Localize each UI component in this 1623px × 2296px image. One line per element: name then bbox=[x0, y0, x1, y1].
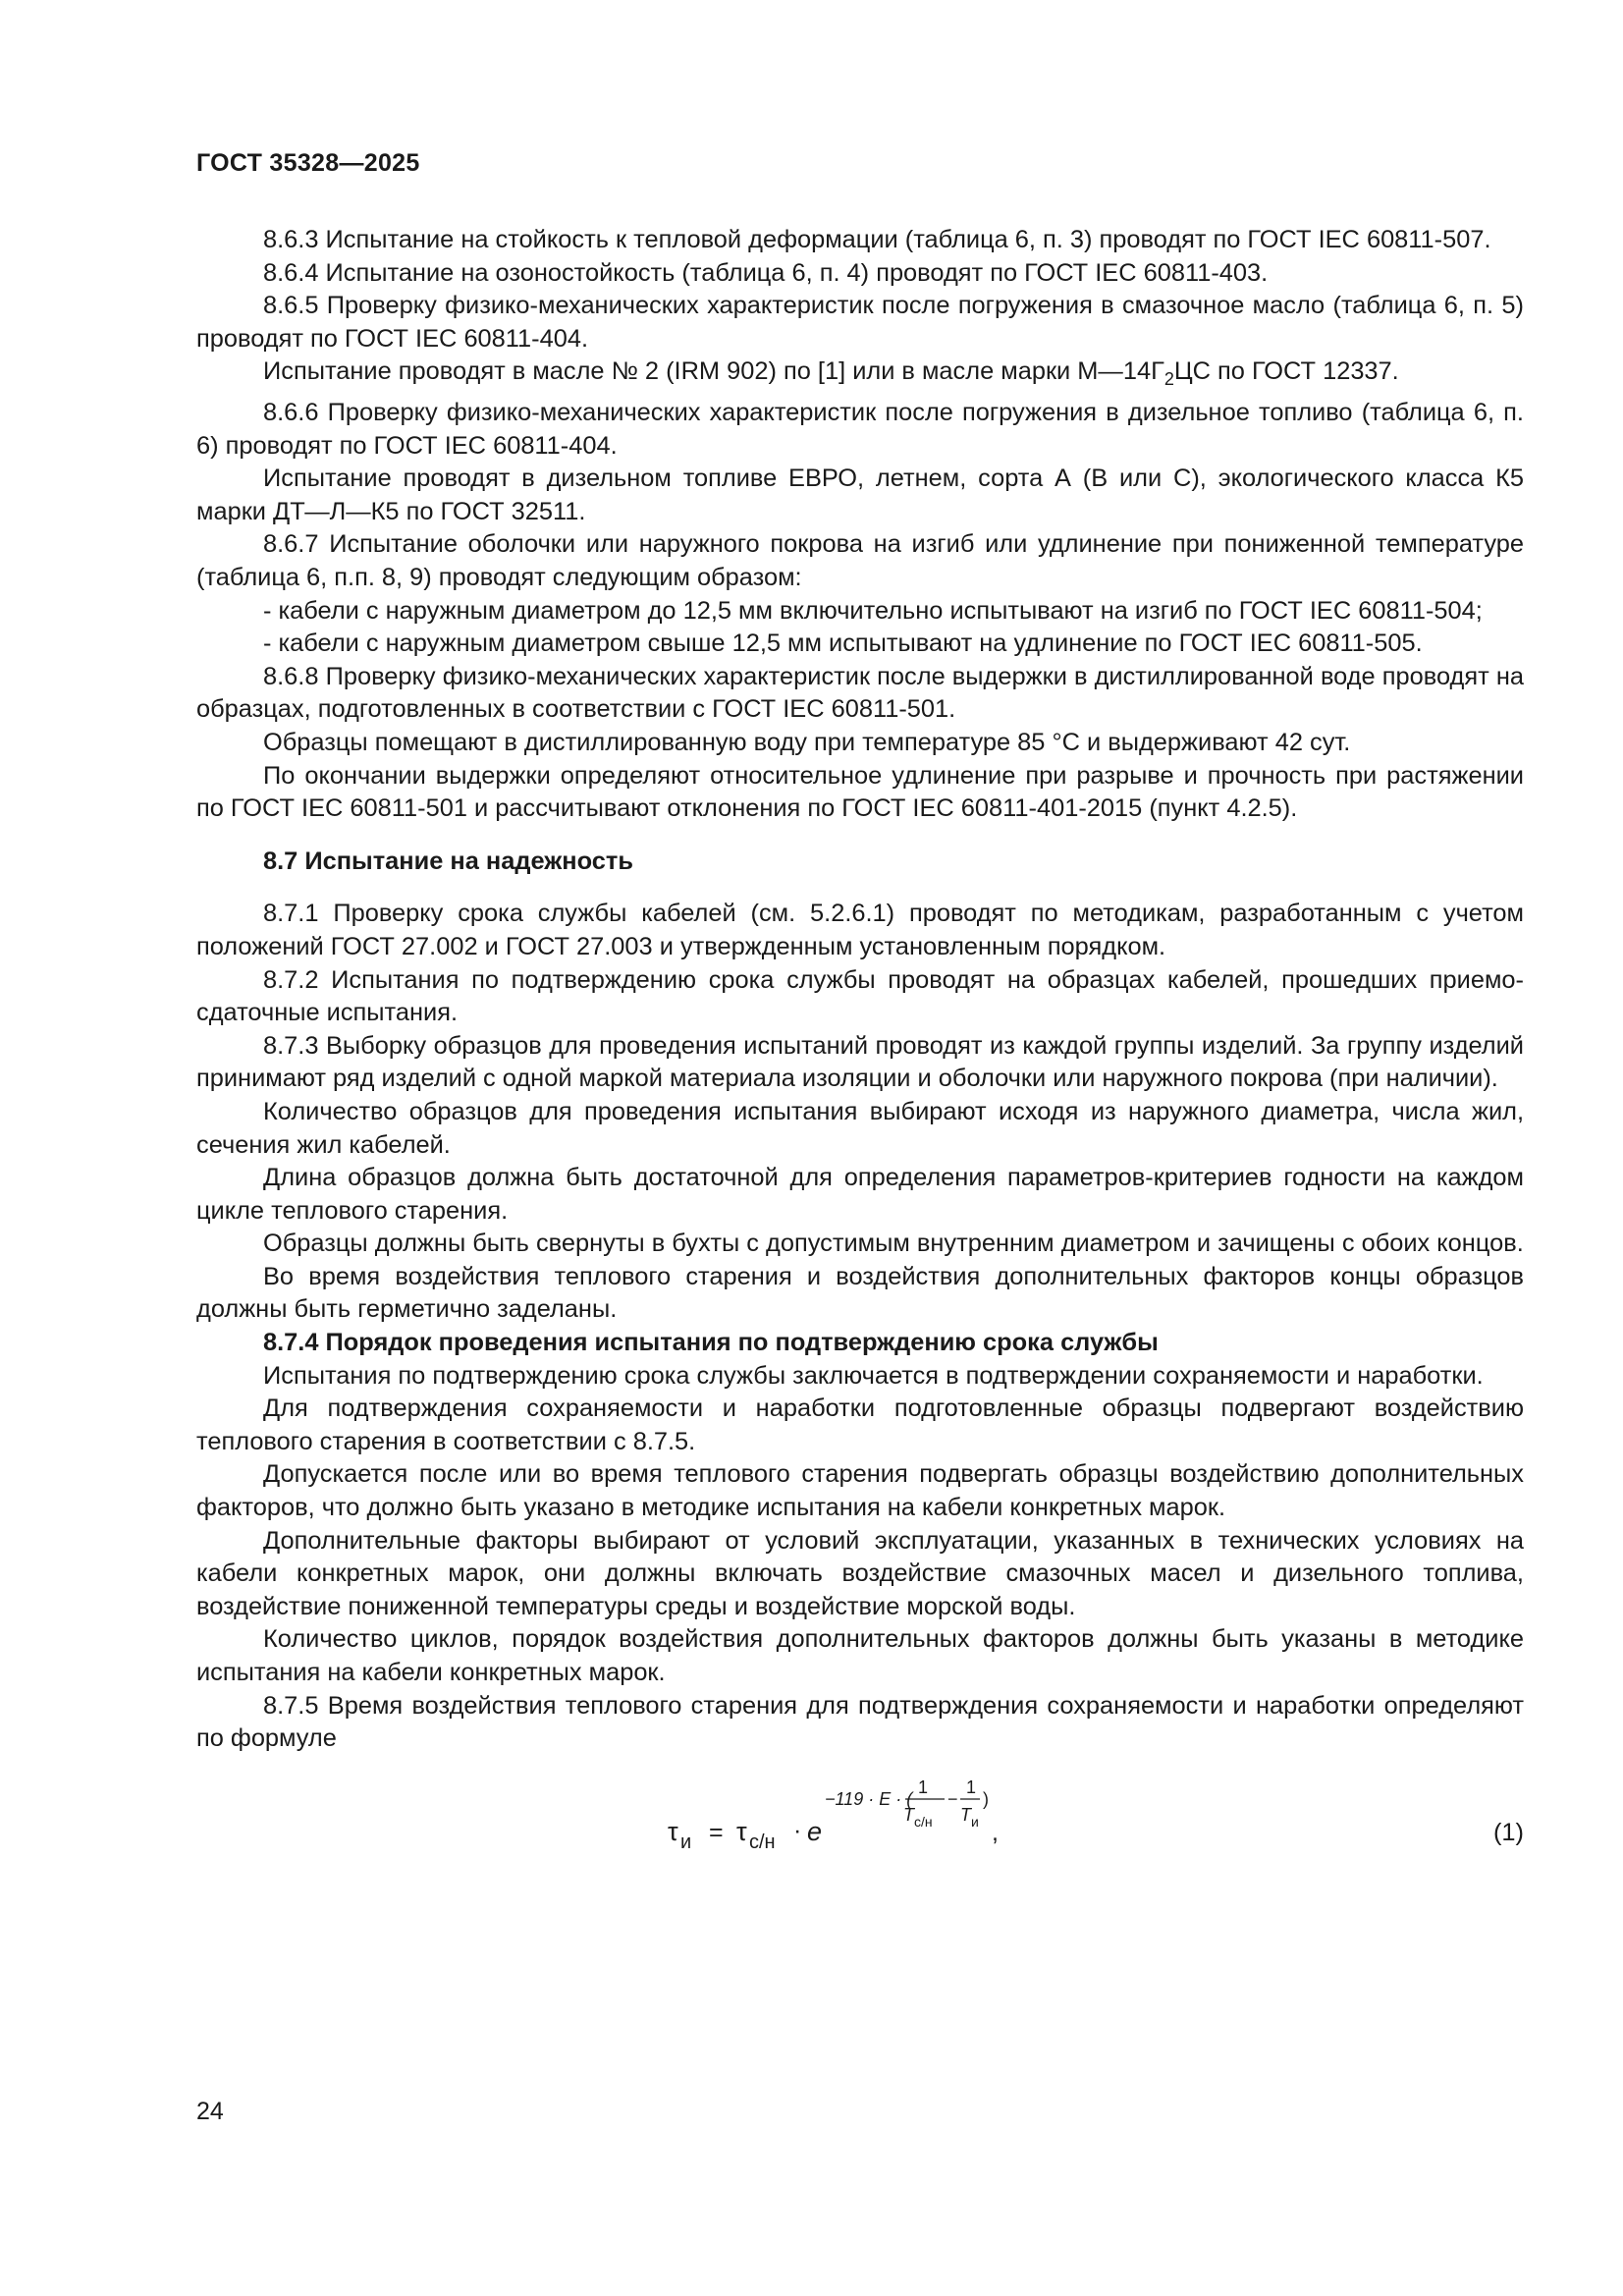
formula-frac1-num: 1 bbox=[918, 1777, 929, 1797]
paragraph-8-7-5: 8.7.5 Время воздействия теплового старения для подтверждения сохраняемости и наработки определяют по формуле bbox=[196, 1691, 1524, 1753]
formula-lhs: τ bbox=[668, 1816, 678, 1846]
document-body bbox=[196, 224, 1524, 1874]
formula-close-paren: ) bbox=[983, 1788, 989, 1809]
paragraph-cycle-count: Количество циклов, порядок воздействия дополнительных факторов должны быть указаны в методике испытания на кабели конкретных марок. bbox=[196, 1625, 1524, 1687]
paragraph-8-6-7: 8.6.7 Испытание оболочки или наружного покрова на изгиб или удлинение при пониженной температуре (таблица 6, п.п. 8, 9) проводят следующим образом: bbox=[196, 530, 1524, 592]
formula-frac2-num: 1 bbox=[966, 1777, 977, 1797]
paragraph-water-immersion: Образцы помещают в дистиллированную воду при температуре 85 °С и выдерживают 42 сут. bbox=[263, 728, 1351, 756]
paragraph-sample-count: Количество образцов для проведения испытания выбирают исходя из наружного диаметра, числа жил, сечения жил кабелей. bbox=[196, 1097, 1524, 1159]
oil-test-text: Испытание проводят в масле № 2 (IRM 902) по [1] или в масле марки М—14Г bbox=[263, 357, 1164, 386]
paragraph-diesel-test: Испытание проводят в дизельном топливе ЕВРО, летнем, сорта А (В или С), экологического класса К5 марки ДТ—Л—К5 по ГОСТ 32511. bbox=[196, 465, 1524, 525]
formula-frac2-den: T bbox=[960, 1804, 971, 1825]
formula-row bbox=[196, 1766, 1524, 1874]
paragraph-sample-sealing: Во время воздействия теплового старения и воздействия дополнительных факторов концы образцов должны быть герметично заделаны. bbox=[196, 1262, 1524, 1324]
page-number: 24 bbox=[196, 2098, 224, 2125]
paragraph-8-7-3: 8.7.3 Выборку образцов для проведения испытаний проводят из каждой группы изделий. За группу изделий принимают ряд изделий с одной маркой материала изоляции и оболочки или наружного покрова (при наличии). bbox=[196, 1031, 1524, 1093]
paragraph-8-6-4: 8.6.4 Испытание на озоностойкость (таблица 6, п. 4) проводят по ГОСТ IEC 60811-403. bbox=[263, 258, 1269, 287]
formula-exp-prefix: −119 · E · ( bbox=[825, 1788, 913, 1809]
paragraph-8-6-8: 8.6.8 Проверку физико-механических характеристик после выдержки в дистиллированной воде проводят на образцах, подготовленных в соответствии с ГОСТ IEC 60811-501. bbox=[196, 662, 1524, 724]
formula-tau-sub: с/н bbox=[749, 1831, 776, 1853]
document-header: ГОСТ 35328—2025 bbox=[196, 149, 420, 177]
formula-dot: · bbox=[793, 1816, 802, 1844]
formula-tau: τ bbox=[736, 1816, 747, 1846]
subsection-heading-8-7-4: 8.7.4 Порядок проведения испытания по подтверждению срока службы bbox=[263, 1329, 1159, 1357]
paragraph-8-6-3: 8.6.3 Испытание на стойкость к тепловой деформации (таблица 6, п. 3) проводят по ГОСТ IEC 60811-507. bbox=[263, 226, 1491, 253]
formula-equals: = bbox=[709, 1818, 724, 1846]
formula-frac1-den-sub: с/н bbox=[914, 1813, 933, 1830]
paragraph-oil-test bbox=[196, 355, 1524, 397]
paragraph-lifetime-confirmation: Испытания по подтверждению срока службы заключается в подтверждении сохраняемости и наработки. bbox=[263, 1361, 1484, 1390]
paragraph-8-7-2: 8.7.2 Испытания по подтверждению срока службы проводят на образцах кабелей, прошедших приемо-сдаточные испытания. bbox=[196, 965, 1524, 1027]
formula-e: e bbox=[807, 1816, 823, 1846]
paragraph-sample-coils: Образцы должны быть свернуты в бухты с допустимым внутренним диаметром и зачищены с обоих концов. bbox=[263, 1230, 1524, 1258]
paragraph-additional-factors: Допускается после или во время теплового старения подвергать образцы воздействию дополнительных факторов, что должно быть указано в методике испытания на кабели конкретных марок. bbox=[196, 1460, 1524, 1522]
list-item-bend: - кабели с наружным диаметром до 12,5 мм включительно испытывают на изгиб по ГОСТ IEC 60811-504; bbox=[263, 596, 1483, 625]
oil-grade-subscript: 2 bbox=[1163, 369, 1174, 390]
formula-comma: , bbox=[992, 1818, 999, 1846]
formula-1 bbox=[668, 1766, 1257, 1874]
oil-test-text-end: ЦС по ГОСТ 12337. bbox=[1173, 357, 1399, 386]
formula-minus: − bbox=[947, 1788, 958, 1809]
formula-lhs-sub: и bbox=[680, 1831, 692, 1853]
formula-number: (1) bbox=[1492, 1818, 1524, 1846]
paragraph-8-6-6: 8.6.6 Проверку физико-механических характеристик после погружения в дизельное топливо (таблица 6, п. 6) проводят по ГОСТ IEC 60811-404. bbox=[196, 399, 1524, 460]
paragraph-8-7-1: 8.7.1 Проверку срока службы кабелей (см. 5.2.6.1) проводят по методикам, разработанным с учетом положений ГОСТ 27.002 и ГОСТ 27.003 и утвержденным установленным порядком. bbox=[196, 900, 1524, 960]
formula-frac1-den: T bbox=[903, 1804, 914, 1825]
paragraph-8-6-5: 8.6.5 Проверку физико-механических характеристик после погружения в смазочное масло (таблица 6, п. 5) проводят по ГОСТ IEC 60811-404. bbox=[196, 292, 1524, 353]
formula-frac2-den-sub: и bbox=[971, 1813, 979, 1830]
paragraph-thermal-aging: Для подтверждения сохраняемости и наработки подготовленные образцы подвергают воздействию теплового старения в соответствии с 8.7.5. bbox=[196, 1394, 1524, 1455]
paragraph-factor-selection: Дополнительные факторы выбирают от условий эксплуатации, указанных в технических условиях на кабели конкретных марок, они должны включать воздействие смазочных масел и дизельного топлива, воздействие пониженной температуры среды и воздействие морской воды. bbox=[196, 1526, 1524, 1620]
paragraph-after-immersion: По окончании выдержки определяют относительное удлинение при разрыве и прочность при растяжении по ГОСТ IEC 60811-501 и рассчитывают отклонения по ГОСТ IEC 60811-401-2015 (пункт 4.2.5). bbox=[196, 761, 1524, 823]
list-item-elongation: - кабели с наружным диаметром свыше 12,5 мм испытывают на удлинение по ГОСТ IEC 60811-505. bbox=[263, 629, 1423, 658]
section-heading-8-7: 8.7 Испытание на надежность bbox=[263, 847, 633, 875]
paragraph-sample-length: Длина образцов должна быть достаточной для определения параметров-критериев годности на каждом цикле теплового старения. bbox=[196, 1164, 1524, 1225]
